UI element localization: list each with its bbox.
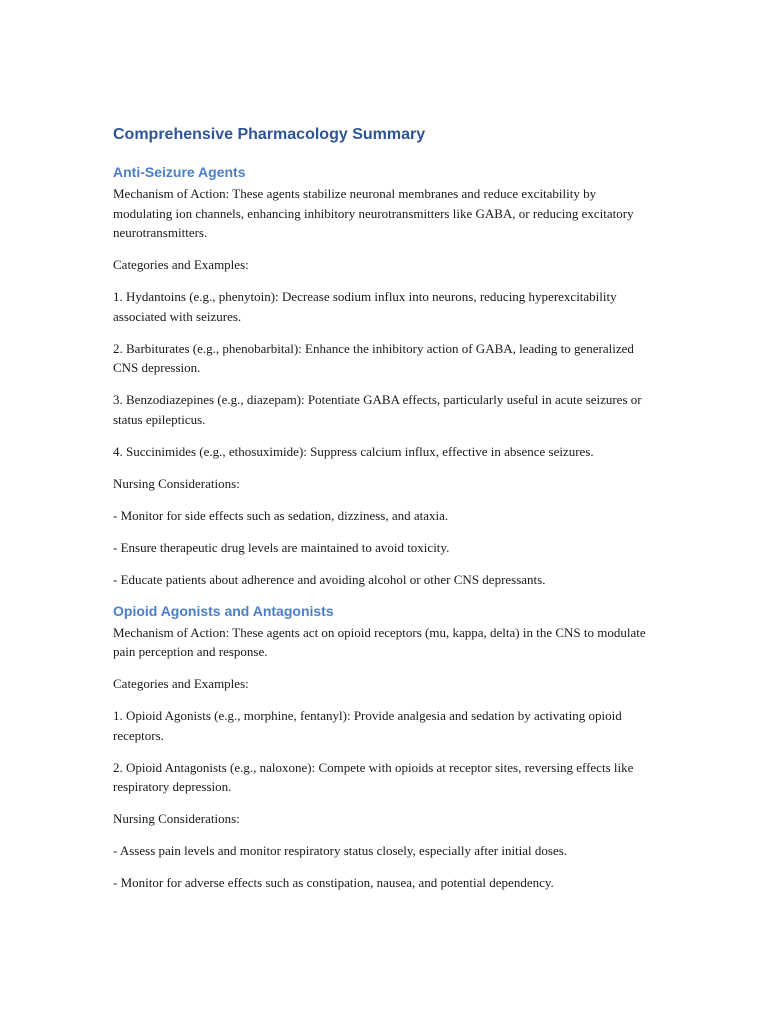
nursing-item: - Monitor for adverse effects such as constipation, nausea, and potential dependency. xyxy=(113,875,554,890)
categories-label: Categories and Examples: xyxy=(113,257,249,272)
mechanism-paragraph: Mechanism of Action: These agents act on opioid receptors (mu, kappa, delta) in the CNS to modulate pain perception and response. xyxy=(113,624,646,659)
nursing-item: - Educate patients about adherence and avoiding alcohol or other CNS depressants. xyxy=(113,571,546,587)
categories-label: Categories and Examples: xyxy=(113,676,249,691)
document-page xyxy=(113,124,658,905)
category-item: 2. Barbiturates (e.g., phenobarbital): Enhance the inhibitory action of GABA, leading to generalized CNS depression. xyxy=(113,340,634,375)
nursing-item: - Assess pain levels and monitor respiratory status closely, especially after initial doses. xyxy=(113,843,568,858)
section-opioid-agonists-antagonists xyxy=(113,602,658,893)
nursing-considerations-label: Nursing Considerations: xyxy=(113,811,240,826)
category-item: 2. Opioid Antagonists (e.g., naloxone): Compete with opioids at receptor sites, reversing effects like respiratory depression. xyxy=(113,759,634,794)
mechanism-paragraph: Mechanism of Action: These agents stabilize neuronal membranes and reduce excitability by modulating ion channels, enhancing inhibitory neurotransmitters like GABA, or reducing excitatory neurotransmitters. xyxy=(113,186,634,240)
category-item: 4. Succinimides (e.g., ethosuximide): Suppress calcium influx, effective in absence seizures. xyxy=(113,443,594,459)
category-item: 3. Benzodiazepines (e.g., diazepam): Potentiate GABA effects, particularly useful in acute seizures or status epilepticus. xyxy=(113,392,642,427)
section-heading: Anti-Seizure Agents xyxy=(113,164,246,180)
nursing-considerations-label: Nursing Considerations: xyxy=(113,475,240,491)
section-anti-seizure-agents xyxy=(113,163,658,589)
category-item: 1. Opioid Agonists (e.g., morphine, fentanyl): Provide analgesia and sedation by activating opioid receptors. xyxy=(113,708,622,743)
nursing-item: - Ensure therapeutic drug levels are maintained to avoid toxicity. xyxy=(113,539,450,555)
section-heading: Opioid Agonists and Antagonists xyxy=(113,602,334,619)
document-title: Comprehensive Pharmacology Summary xyxy=(113,126,426,143)
category-item: 1. Hydantoins (e.g., phenytoin): Decrease sodium influx into neurons, reducing hyperexcitability associated with seizures. xyxy=(113,289,617,324)
nursing-item: - Monitor for side effects such as sedation, dizziness, and ataxia. xyxy=(113,507,449,523)
